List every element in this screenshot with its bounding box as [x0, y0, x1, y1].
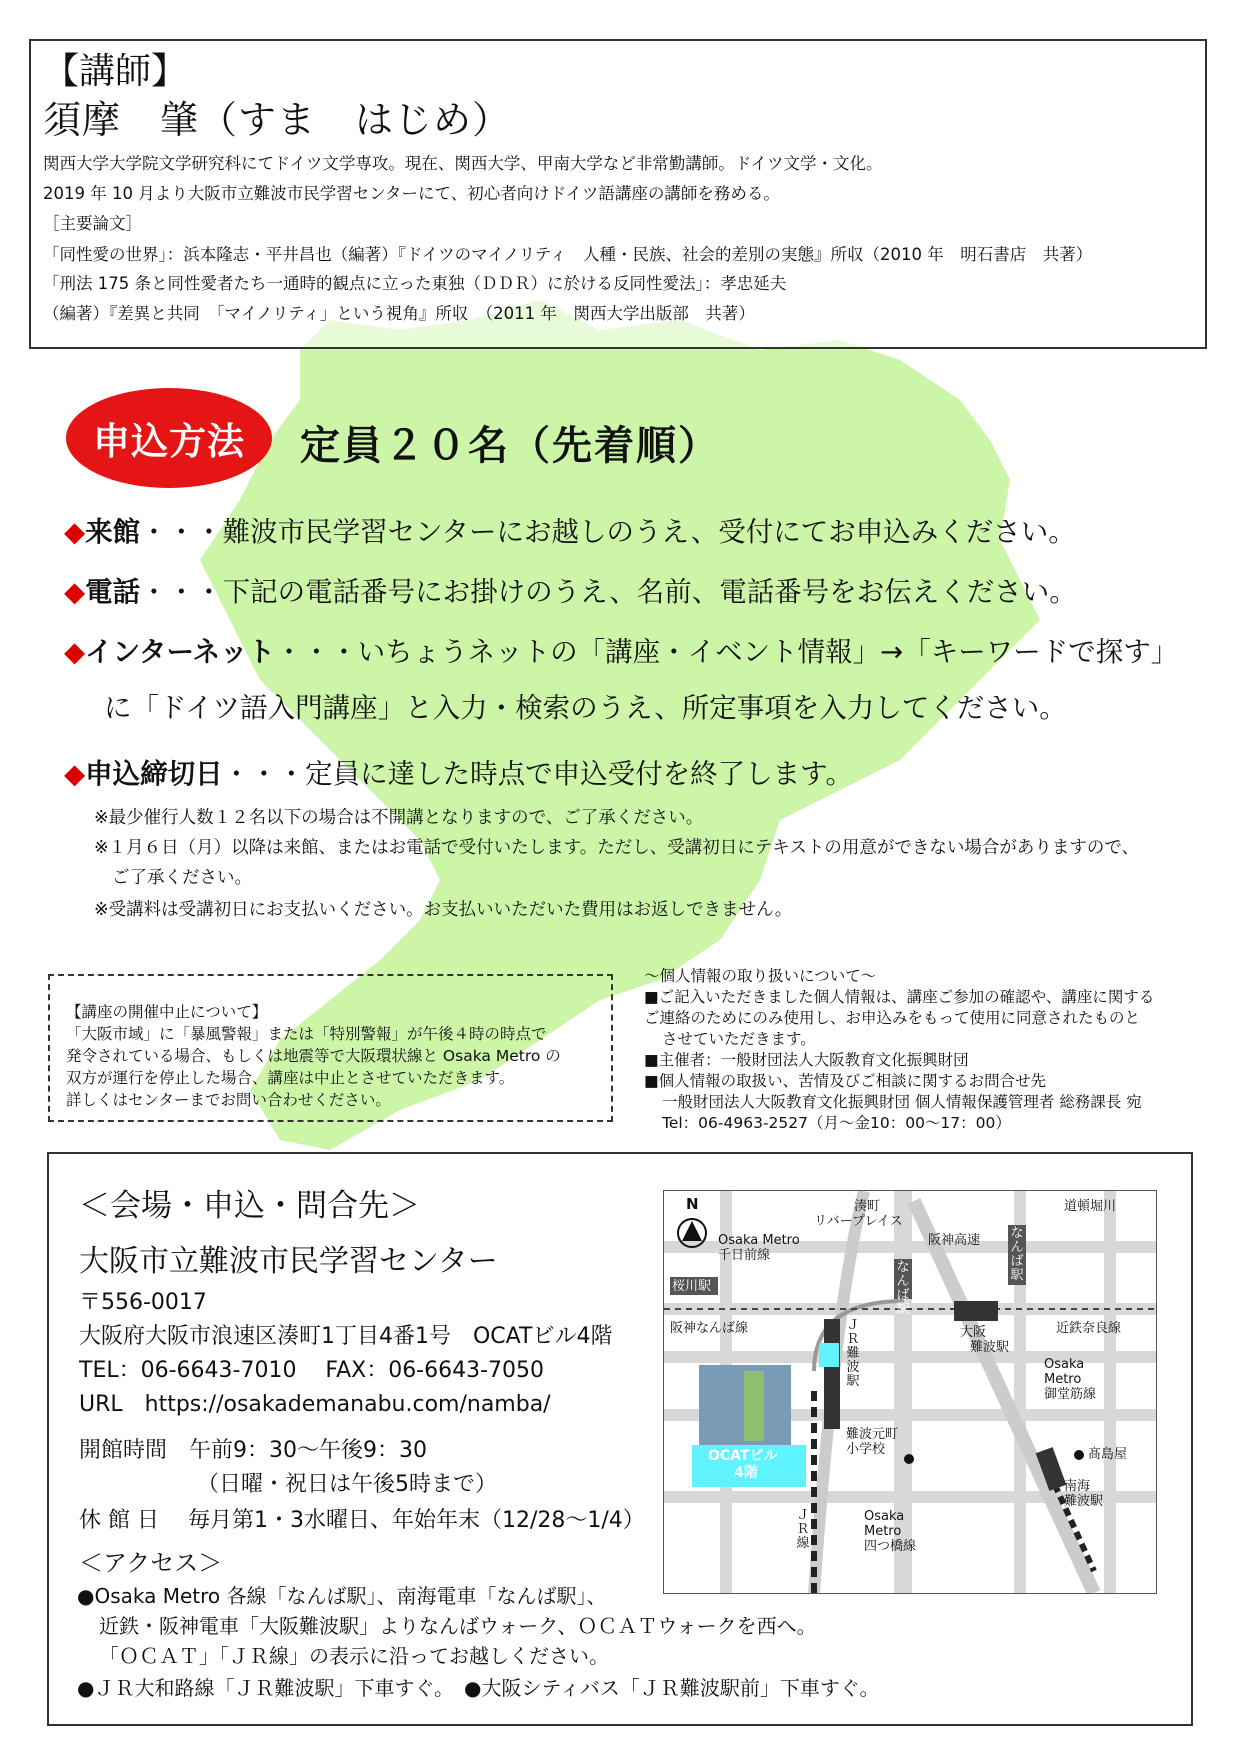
method-visit	[64, 514, 1076, 550]
map-yotsubashi-3: 四つ橋線	[864, 1539, 917, 1554]
internet-text-continued: に「ドイツ語入門講座」と入力・検索のうえ、所定事項を入力してください。	[104, 692, 1067, 724]
map-midosuji-1: Osaka	[1044, 1357, 1085, 1372]
map-kintetsu-nara: 近鉄奈良線	[1056, 1321, 1122, 1336]
visit-text: ・・・難波市民学習センターにお越しのうえ、受付にてお申込みください。	[140, 516, 1076, 548]
venue-address: 大阪府大阪市浪速区湊町1丁目4番1号 OCATビル4階	[79, 1324, 613, 1349]
phone-label: 電話	[85, 576, 141, 608]
access-line-4: ●ＪＲ大和路線「ＪＲ難波駅」下車すぐ。 ●大阪シティバス「ＪＲ難波駅前」下車すぐ。	[77, 1676, 880, 1700]
map-namba-station-1: なんば駅	[1010, 1226, 1024, 1283]
note-2b: ご了承ください。	[112, 868, 252, 888]
map-sakuragawa: 桜川駅	[672, 1279, 712, 1294]
map-nankai-1: 南海	[1064, 1479, 1091, 1494]
internet-text: ・・・いちょうネットの「講座・イベント情報」→「キーワードで探す」	[275, 636, 1179, 668]
deadline-label: 申込締切日	[85, 758, 223, 790]
venue-hours: 開館時間 午前9：30～午後9：30	[79, 1438, 427, 1463]
venue-hours-note: （日曜・祝日は午後5時まで）	[197, 1472, 497, 1497]
diamond-icon: ◆	[64, 576, 86, 608]
map-osaka-namba-1: 大阪	[960, 1325, 987, 1340]
map-jr-line: ＪＲ線	[796, 1508, 810, 1551]
privacy-line-3: させていただきます。	[662, 1030, 816, 1048]
cancellation-line-3: 双方が運行を停止した場合、講座は中止とさせていただきます。	[66, 1069, 515, 1087]
map-ocat-1: OCATビル	[708, 1448, 778, 1464]
visit-label: 来館	[85, 516, 141, 548]
papers-heading: ［主要論文］	[43, 214, 142, 233]
map-nankai-2: 難波駅	[1064, 1494, 1104, 1509]
map-osaka-namba-2: 難波駅	[970, 1340, 1010, 1355]
privacy-heading: ～個人情報の取り扱いについて～	[644, 967, 877, 985]
cancellation-heading: 【講座の開催中止について】	[66, 1003, 268, 1021]
instructor-box	[29, 39, 1207, 349]
apply-method-label: 申込方法	[93, 420, 245, 463]
map-school-1: 難波元町	[846, 1427, 899, 1442]
map-riverplace: リバープレイス	[814, 1214, 903, 1229]
privacy-line-5: ■個人情報の取扱い、苦情及びご相談に関するお問合せ先	[644, 1072, 1047, 1090]
method-deadline	[64, 756, 853, 792]
privacy-line-4: ■主催者：一般財団法人大阪教育文化振興財団	[644, 1051, 969, 1069]
instructor-bio-1: 関西大学大学院文学研究科にてドイツ文学専攻。現在、関西大学、甲南大学など非常勤講師。ドイツ文学・文化。	[43, 154, 883, 173]
map-hanshin-expressway: 阪神高速	[928, 1233, 981, 1248]
note-2a: ※１月６日（月）以降は来館、またはお電話で受付いたします。ただし、受講初日にテキストの用意ができない場合がありますので、	[94, 838, 1140, 858]
diamond-icon: ◆	[64, 516, 86, 548]
map-sennichimae-line: 千日前線	[718, 1248, 771, 1263]
cancellation-line-2: 発令されている場合、もしくは地震等で大阪環状線と Osaka Metro の	[66, 1047, 561, 1065]
map-minatomachi: 湊町	[854, 1199, 881, 1214]
venue-box	[47, 1152, 1193, 1726]
map-yotsubashi-2: Metro	[864, 1524, 902, 1539]
access-map	[663, 1190, 1157, 1594]
access-line-1: ●Osaka Metro 各線「なんば駅」、南海電車「なんば駅」、	[77, 1584, 607, 1608]
paper-1: 「同性愛の世界」：浜本隆志・平井昌也（編著）『ドイツのマイノリティ 人種・民族、社会的差別の実態』所収（2010 年 明石書店 共著）	[43, 245, 1093, 264]
phone-text: ・・・下記の電話番号にお掛けのうえ、名前、電話番号をお伝えください。	[140, 576, 1077, 608]
note-1: ※最少催行人数１２名以下の場合は不開講となりますので、ご了承ください。	[94, 808, 704, 828]
map-north-label: N	[686, 1195, 699, 1213]
instructor-bio-2: 2019 年 10 月より大阪市立難波市民学習センターにて、初心者向けドイツ語講座の講師を務める。	[43, 184, 780, 203]
access-line-3: 「ＯＣＡＴ」「ＪＲ線」の表示に沿ってお越しください。	[99, 1644, 609, 1668]
method-phone	[64, 574, 1077, 610]
privacy-line-1: ■ご記入いただきました個人情報は、講座ご参加の確認や、講座に関する	[644, 988, 1155, 1006]
privacy-line-2: ご連絡のためにのみ使用し、お申込みをもって使用に同意されたものと	[644, 1009, 1141, 1027]
map-midosuji-3: 御堂筋線	[1044, 1387, 1097, 1402]
map-midosuji-2: Metro	[1044, 1372, 1082, 1387]
map-jr-namba: ＪＲ難波駅	[846, 1318, 860, 1389]
venue-tel-fax: TEL：06-6643-7010 FAX：06-6643-7050	[79, 1358, 545, 1383]
instructor-heading: 【講師】	[43, 51, 188, 92]
method-internet	[64, 634, 1178, 670]
capacity-text: 定員２０名（先着順）	[300, 423, 720, 469]
map-yotsubashi-1: Osaka	[864, 1509, 905, 1524]
paper-2a: 「刑法 175 条と同性愛者たち一通時的観点に立った東独（ＤＤＲ）に於ける反同性愛法」：孝忠延夫	[43, 274, 787, 293]
cancellation-line-1: 「大阪市域」に「暴風警報」または「特別警報」が午後４時の時点で	[66, 1025, 547, 1043]
apply-method-badge	[66, 388, 272, 488]
map-school-2: 小学校	[846, 1442, 886, 1457]
instructor-name: 須摩 肇（すま はじめ）	[43, 98, 512, 142]
venue-zip: 〒556-0017	[79, 1290, 207, 1315]
paper-2b: （編著）『差異と共同 「マイノリティ」という視角』所収 （2011 年 関西大学出版部 共著）	[43, 304, 755, 323]
access-heading: ＜アクセス＞	[79, 1549, 223, 1577]
map-takashimaya: 髙島屋	[1088, 1447, 1128, 1462]
map-hanshin-namba-line: 阪神なんば線	[670, 1321, 749, 1336]
cancellation-box	[48, 974, 613, 1122]
venue-heading: ＜会場・申込・問合先＞	[79, 1188, 420, 1224]
map-ocat-2: 4階	[734, 1465, 758, 1481]
internet-label: インターネット	[85, 636, 276, 668]
map-dotonbori: 道頓堀川	[1064, 1199, 1117, 1214]
diamond-icon: ◆	[64, 758, 86, 790]
venue-closed: 休 館 日 毎月第1・3水曜日、年始年末（12/28～1/4）	[79, 1508, 645, 1533]
venue-url: URL https://osakademanabu.com/namba/	[79, 1392, 551, 1417]
privacy-line-6: 一般財団法人大阪教育文化振興財団 個人情報保護管理者 総務課長 宛	[662, 1093, 1142, 1111]
diamond-icon: ◆	[64, 636, 86, 668]
deadline-text: ・・・定員に達した時点で申込受付を終了します。	[222, 758, 853, 790]
note-3: ※受講料は受講初日にお支払いください。お支払いいただいた費用はお返しできません。	[94, 900, 793, 920]
cancellation-line-4: 詳しくはセンターまでお問い合わせください。	[66, 1091, 391, 1109]
map-metro-sennichimae: Osaka Metro	[718, 1233, 800, 1248]
access-line-2: 近鉄・阪神電車「大阪難波駅」よりなんばウォーク、ＯＣＡＴウォークを西へ。	[99, 1614, 817, 1638]
map-namba-station-2: なんば駅	[896, 1260, 910, 1317]
privacy-line-7: Tel：06-4963-2527（月～金10：00～17：00）	[662, 1114, 1011, 1132]
venue-name: 大阪市立難波市民学習センター	[79, 1244, 498, 1279]
